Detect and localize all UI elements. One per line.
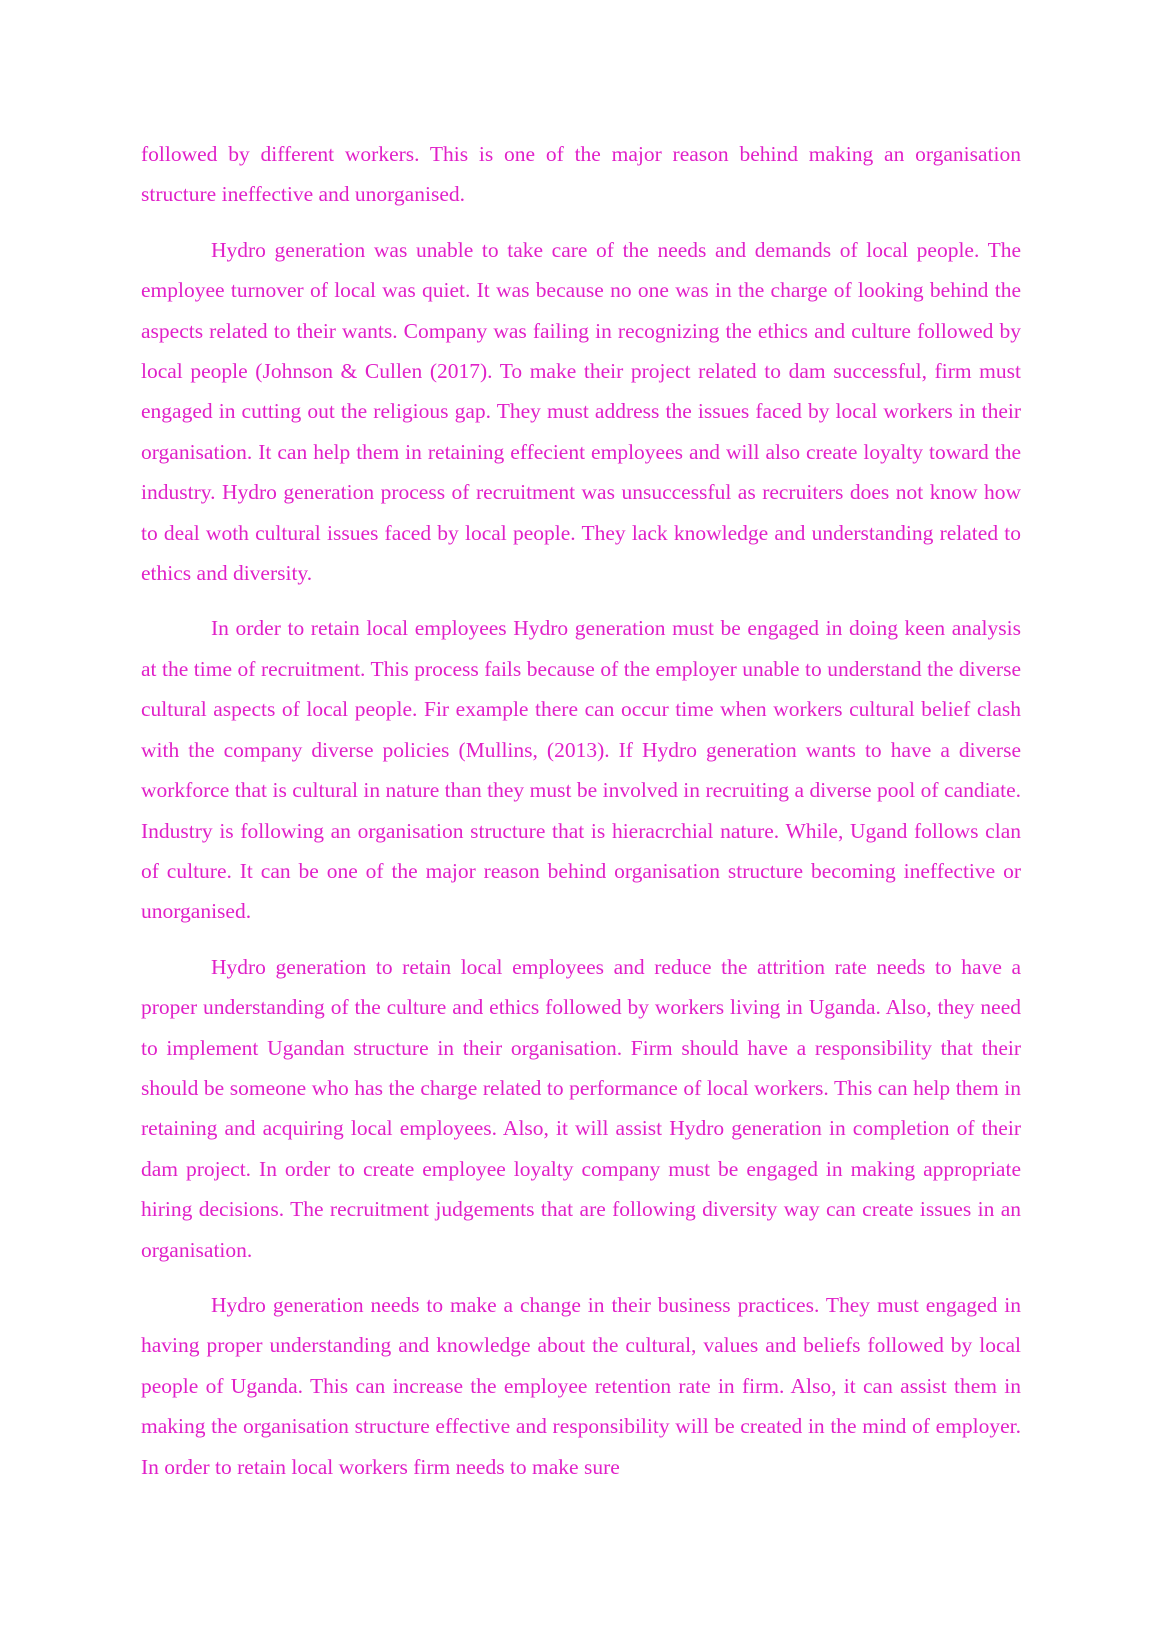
paragraph-business-practices: Hydro generation needs to make a change in their business practices. They must engaged in having proper understanding and knowledge about the cultural, values and beliefs followed by local people of Uganda. This can increase the employee retention rate in firm. Also, it can assist them in making the organisation structure effective and responsibility will be created in the mind of employer. In order to retain local workers firm needs to make sure: [141, 1292, 1021, 1479]
document-page: [141, 134, 1021, 1502]
paragraph-local-needs: Hydro generation was unable to take care of the needs and demands of local people. The employee turnover of local was quiet. It was because no one was in the charge of looking behind the aspects related to their wants. Company was failing in recognizing the ethics and culture followed by local people (Johnson & Cullen (2017). To make their project related to dam successful, firm must engaged in cutting out the religious gap. They must address the issues faced by local workers in their organisation. It can help them in retaining effecient employees and will also create loyalty toward the industry. Hydro generation process of recruitment was unsuccessful as recruiters does not know how to deal woth cultural issues faced by local people. They lack knowledge and understanding related to ethics and diversity.: [141, 237, 1021, 586]
paragraph-continuation: followed by different workers. This is one of the major reason behind making an organisation structure ineffective and unorganised.: [141, 142, 1021, 207]
paragraph-retention-understanding: Hydro generation to retain local employees and reduce the attrition rate needs to have a proper understanding of the culture and ethics followed by workers living in Uganda. Also, they need to implement Ugandan structure in their organisation. Firm should have a responsibility that their should be someone who has the charge related to performance of local workers. This can help them in retaining and acquiring local employees. Also, it will assist Hydro generation in completion of their dam project. In order to create employee loyalty company must be engaged in making appropriate hiring decisions. The recruitment judgements that are following diversity way can create issues in an organisation.: [141, 954, 1021, 1262]
paragraph-recruitment-analysis: In order to retain local employees Hydro generation must be engaged in doing keen analysis at the time of recruitment. This process fails because of the employer unable to understand the diverse cultural aspects of local people. Fir example there can occur time when workers cultural belief clash with the company diverse policies (Mullins, (2013). If Hydro generation wants to have a diverse workforce that is cultural in nature than they must be involved in recruiting a diverse pool of candiate. Industry is following an organisation structure that is hieracrchial nature. While, Ugand follows clan of culture. It can be one of the major reason behind organisation structure becoming ineffective or unorganised.: [141, 616, 1021, 924]
